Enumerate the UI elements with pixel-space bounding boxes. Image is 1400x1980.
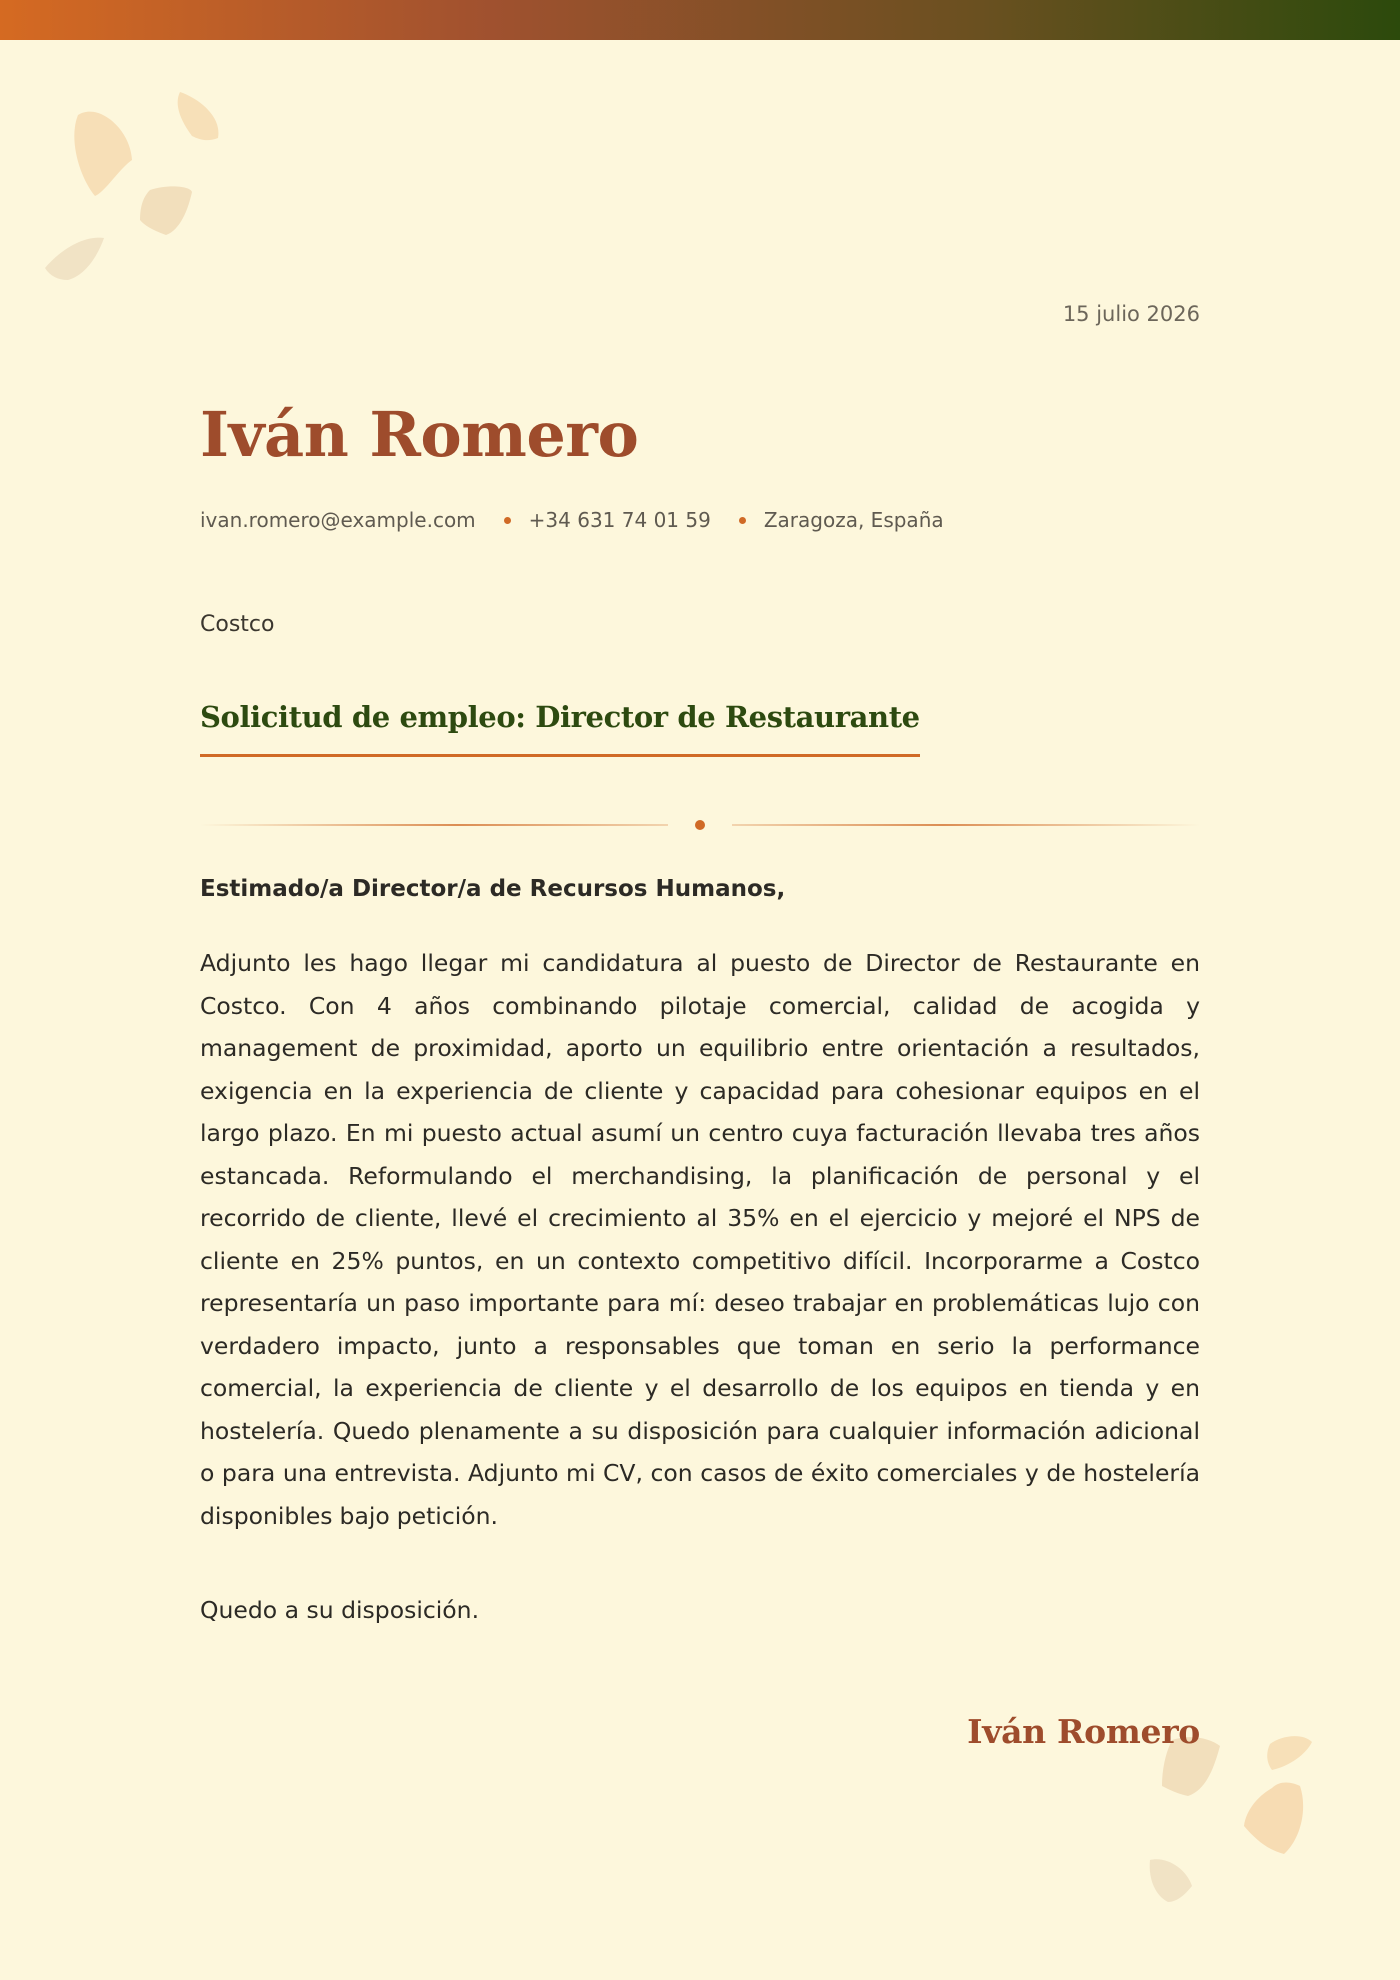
leaf-icon (40, 80, 240, 300)
signature: Iván Romero (967, 1712, 1200, 1751)
divider-line-right (732, 824, 1200, 826)
sender-phone: +34 631 74 01 59 (528, 508, 711, 532)
divider-dot-icon (695, 820, 705, 830)
divider-line-left (200, 824, 668, 826)
letter-subject: Solicitud de empleo: Director de Restaurante (200, 700, 920, 757)
letter-greeting: Estimado/a Director/a de Recursos Humanos, (200, 876, 786, 902)
top-gradient-bar (0, 0, 1400, 40)
contact-info (200, 508, 944, 532)
sender-email: ivan.romero@example.com (200, 508, 476, 532)
letter-body: Adjunto les hago llegar mi candidatura al puesto de Director de Restaurante en Costco. Con 4 años combinando pilotaje comercial, calidad de acogida y management de proximidad, aporto un equilibrio entre orientación a resultados, exigencia en la experiencia de cliente y capacidad para cohesionar equipos en el largo plazo. En mi puesto actual asumí un centro cuya facturación llevaba tres años estancada. Reformulando el merchandising, la planificación de personal y el recorrido de cliente, llevé el crecimiento al 35% en el ejercicio y mejoré el NPS de cliente en 25% puntos, en un contexto competitivo difícil. Incorporarme a Costco representaría un paso importante para mí: deseo trabajar en problemáticas lujo con verdadero impacto, junto a responsables que toman en serio la performance comercial, la experiencia de cliente y el desarrollo de los equipos en tienda y en hostelería. Quedo plenamente a su disposición para cualquier información adicional o para una entrevista. Adjunto mi CV, con casos de éxito comerciales y de hostelería disponibles bajo petición. (200, 949, 1200, 1530)
sender-name: Iván Romero (200, 398, 639, 471)
letter-closing: Quedo a su disposición. (200, 1596, 480, 1624)
bullet-icon (739, 517, 746, 524)
bullet-icon (504, 517, 511, 524)
sender-location: Zaragoza, España (763, 508, 944, 532)
letter-date: 15 julio 2026 (1062, 302, 1200, 326)
section-divider (200, 818, 1200, 832)
recipient-company: Costco (200, 612, 275, 637)
